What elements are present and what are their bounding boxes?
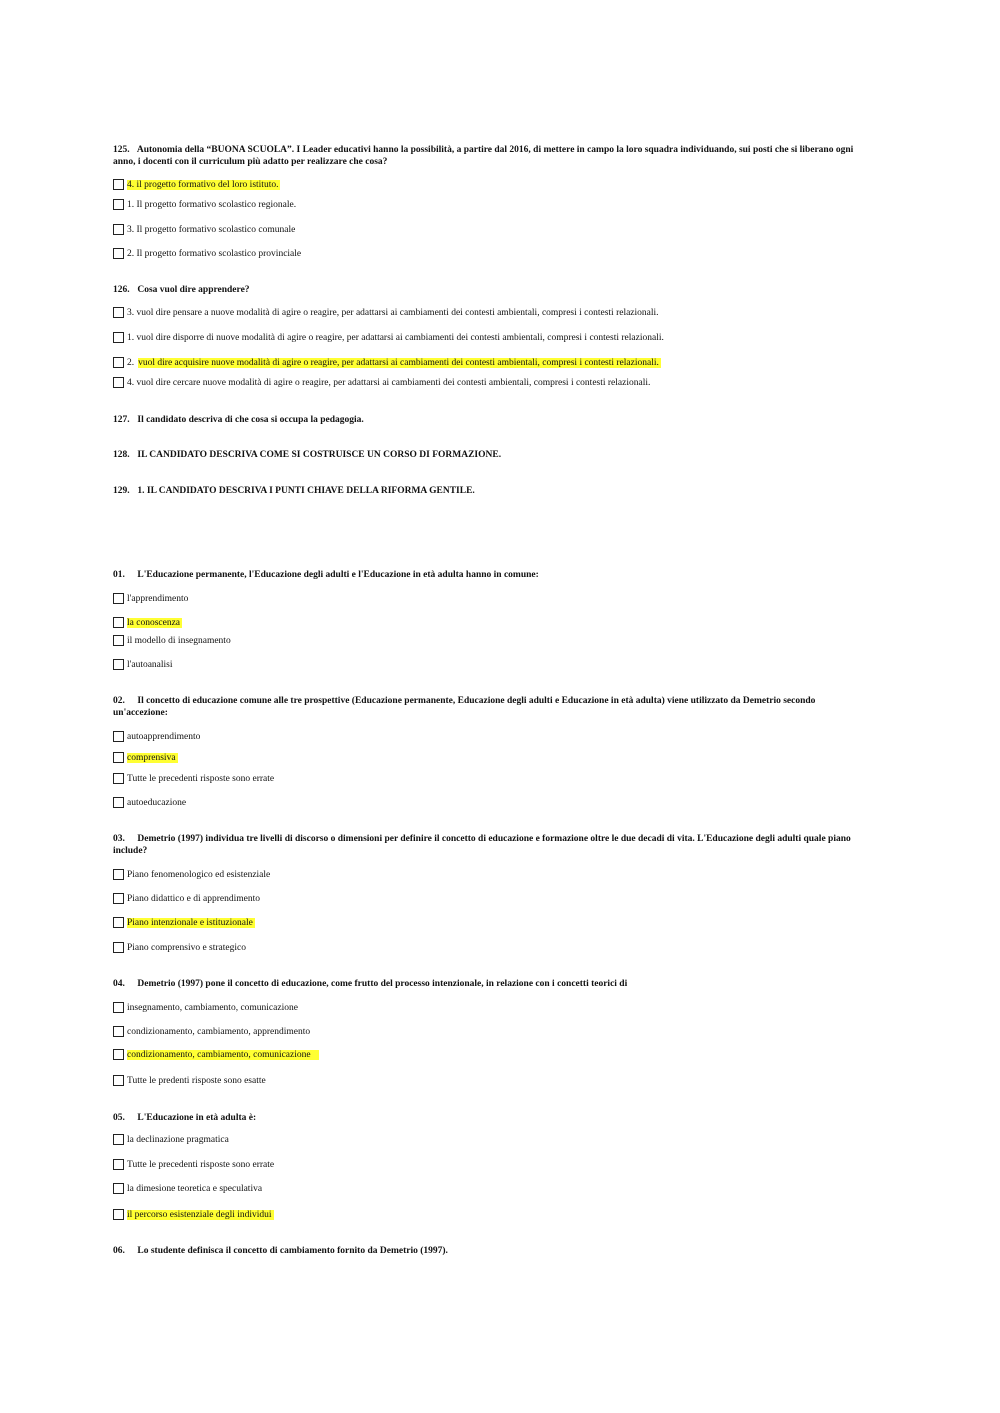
option[interactable] xyxy=(113,916,255,929)
question-number: 06. xyxy=(113,1246,125,1256)
option[interactable] xyxy=(113,247,301,260)
option-label: la conoscenza xyxy=(127,617,181,628)
option-label: Tutte le precedenti risposte sono errate xyxy=(127,1159,275,1170)
option[interactable] xyxy=(113,730,200,743)
question-number: 05. xyxy=(113,1113,125,1123)
option[interactable] xyxy=(113,356,661,369)
question-01 xyxy=(113,569,539,581)
option-label: Piano didattico e di apprendimento xyxy=(127,893,260,904)
checkbox[interactable] xyxy=(113,659,124,670)
question-129 xyxy=(113,485,475,497)
option[interactable] xyxy=(113,892,260,905)
option[interactable] xyxy=(113,376,650,389)
option[interactable] xyxy=(113,634,231,647)
option-label: autoapprendimento xyxy=(127,731,201,742)
option-label: 1. vuol dire disporre di nuove modalità di agire o reagire, per adattarsi ai cambiamenti dei contesti ambientali, compresi i contesti relazionali. xyxy=(127,332,664,343)
question-text: Il candidato descriva di che cosa si occupa la pedagogia. xyxy=(137,415,364,425)
option-label: 2. Il progetto formativo scolastico provinciale xyxy=(127,248,302,259)
question-text: 1. IL CANDIDATO DESCRIVA I PUNTI CHIAVE DELLA RIFORMA GENTILE. xyxy=(137,486,475,496)
checkbox[interactable] xyxy=(113,869,124,880)
option[interactable] xyxy=(113,1001,298,1014)
option[interactable] xyxy=(113,331,664,344)
checkbox[interactable] xyxy=(113,1002,124,1013)
question-06 xyxy=(113,1245,448,1257)
option-label: il percorso esistenziale degli individui xyxy=(127,1209,272,1220)
question-text: Il concetto di educazione comune alle tre prospettive (Educazione permanente, Educazione degli adulti e Educazione in età adulta) viene utilizzato da Demetrio secondo un'accezione: xyxy=(113,696,816,718)
option-label: Tutte le predenti risposte sono esatte xyxy=(127,1075,266,1086)
question-126 xyxy=(113,284,250,296)
option[interactable] xyxy=(113,1025,310,1038)
checkbox[interactable] xyxy=(113,942,124,953)
checkbox[interactable] xyxy=(113,199,124,210)
question-text: Demetrio (1997) pone il concetto di educazione, come frutto del processo intenzionale, in relazione con i concetti teorici di xyxy=(137,979,628,989)
option[interactable] xyxy=(113,1182,262,1195)
option[interactable] xyxy=(113,941,246,954)
option-label: l'autoanalisi xyxy=(127,659,173,670)
question-text: Cosa vuol dire apprendere? xyxy=(137,285,250,295)
question-128 xyxy=(113,449,501,461)
question-05 xyxy=(113,1112,256,1124)
option-label: 4. il progetto formativo del loro istituto. xyxy=(127,179,279,190)
checkbox[interactable] xyxy=(113,1183,124,1194)
checkbox[interactable] xyxy=(113,179,124,190)
checkbox[interactable] xyxy=(113,617,124,628)
checkbox[interactable] xyxy=(113,1075,124,1086)
checkbox[interactable] xyxy=(113,1134,124,1145)
question-03 xyxy=(113,833,863,857)
checkbox[interactable] xyxy=(113,1209,124,1220)
question-number: 129. xyxy=(113,486,130,496)
option-label: Tutte le precedenti risposte sono errate xyxy=(127,773,275,784)
option-label: la declinazione pragmatica xyxy=(127,1134,229,1145)
option-label: comprensiva xyxy=(127,752,176,763)
checkbox[interactable] xyxy=(113,893,124,904)
checkbox[interactable] xyxy=(113,752,124,763)
question-125 xyxy=(113,144,863,168)
checkbox[interactable] xyxy=(113,332,124,343)
option-label: condizionamento, cambiamento, apprendimento xyxy=(127,1026,311,1037)
option[interactable] xyxy=(113,868,270,881)
checkbox[interactable] xyxy=(113,224,124,235)
question-number: 04. xyxy=(113,979,125,989)
checkbox[interactable] xyxy=(113,1026,124,1037)
option[interactable] xyxy=(113,658,173,671)
question-text: IL CANDIDATO DESCRIVA COME SI COSTRUISCE UN CORSO DI FORMAZIONE. xyxy=(137,450,502,460)
checkbox[interactable] xyxy=(113,593,124,604)
question-text: Lo studente definisca il concetto di cambiamento fornito da Demetrio (1997). xyxy=(137,1246,448,1256)
option-label: l'apprendimento xyxy=(127,593,189,604)
question-number: 02. xyxy=(113,696,125,706)
checkbox[interactable] xyxy=(113,797,124,808)
option[interactable] xyxy=(113,796,186,809)
option-label: Piano comprensivo e strategico xyxy=(127,942,246,953)
checkbox[interactable] xyxy=(113,731,124,742)
option[interactable] xyxy=(113,198,296,211)
checkbox[interactable] xyxy=(113,357,124,368)
option[interactable] xyxy=(113,772,274,785)
question-text: L'Educazione in età adulta è: xyxy=(137,1113,257,1123)
option[interactable] xyxy=(113,592,188,605)
option[interactable] xyxy=(113,1158,274,1171)
question-text: Autonomia della “BUONA SCUOLA”. I Leader educativi hanno la possibilità, a partire dal 2016, di mettere in campo la loro squadra individuando, sui posti che si liberano ogni anno, i docenti con il curriculum più adatto per realizzare che cosa? xyxy=(113,145,854,167)
option[interactable] xyxy=(113,1048,319,1061)
option-label: 1. Il progetto formativo scolastico regionale. xyxy=(127,199,297,210)
option-label: 3. Il progetto formativo scolastico comunale xyxy=(127,224,296,235)
option-label: autoeducazione xyxy=(127,797,187,808)
option-label-highlighted: vuol dire acquisire nuove modalità di agire o reagire, per adattarsi ai cambiamenti dei contesti ambientali, compresi i contesti relazionali. xyxy=(138,357,659,368)
question-number: 127. xyxy=(113,415,130,425)
option-label: il modello di insegnamento xyxy=(127,635,231,646)
question-text: Demetrio (1997) individua tre livelli di discorso o dimensioni per definire il concetto di educazione e formazione oltre le due decadi di vita. L'Educazione degli adulti quale piano include? xyxy=(113,834,851,856)
option[interactable] xyxy=(113,616,182,629)
question-127 xyxy=(113,414,364,426)
option-label: la dimesione teoretica e speculativa xyxy=(127,1183,263,1194)
option[interactable] xyxy=(113,1208,274,1221)
checkbox[interactable] xyxy=(113,917,124,928)
checkbox[interactable] xyxy=(113,377,124,388)
checkbox[interactable] xyxy=(113,1159,124,1170)
option[interactable] xyxy=(113,223,295,236)
question-02 xyxy=(113,695,863,719)
checkbox[interactable] xyxy=(113,307,124,318)
option-label: 3. vuol dire pensare a nuove modalità di agire o reagire, per adattarsi ai cambiamenti dei contesti ambientali, compresi i contesti relazionali. xyxy=(127,307,659,318)
option-label: 2. xyxy=(127,357,135,368)
option[interactable] xyxy=(113,178,280,191)
question-number: 03. xyxy=(113,834,125,844)
question-number: 125. xyxy=(113,145,130,155)
option[interactable] xyxy=(113,1133,229,1146)
option[interactable] xyxy=(113,306,659,319)
option-label: insegnamento, cambiamento, comunicazione xyxy=(127,1002,298,1013)
option[interactable] xyxy=(113,751,178,764)
question-04 xyxy=(113,978,627,990)
option-label: Piano intenzionale e istituzionale xyxy=(127,917,253,928)
checkbox[interactable] xyxy=(113,1049,124,1060)
question-number: 126. xyxy=(113,285,130,295)
option-label: 4. vuol dire cercare nuove modalità di agire o reagire, per adattarsi ai cambiamenti dei contesti ambientali, compresi i contesti relazionali. xyxy=(127,377,651,388)
checkbox[interactable] xyxy=(113,635,124,646)
option-label: Piano fenomenologico ed esistenziale xyxy=(127,869,271,880)
question-number: 128. xyxy=(113,450,130,460)
option[interactable] xyxy=(113,1074,266,1087)
checkbox[interactable] xyxy=(113,773,124,784)
question-text: L'Educazione permanente, l'Educazione degli adulti e l'Educazione in età adulta hanno in comune: xyxy=(137,570,539,580)
question-number: 01. xyxy=(113,570,125,580)
option-label: condizionamento, cambiamento, comunicazione xyxy=(127,1050,319,1060)
checkbox[interactable] xyxy=(113,248,124,259)
